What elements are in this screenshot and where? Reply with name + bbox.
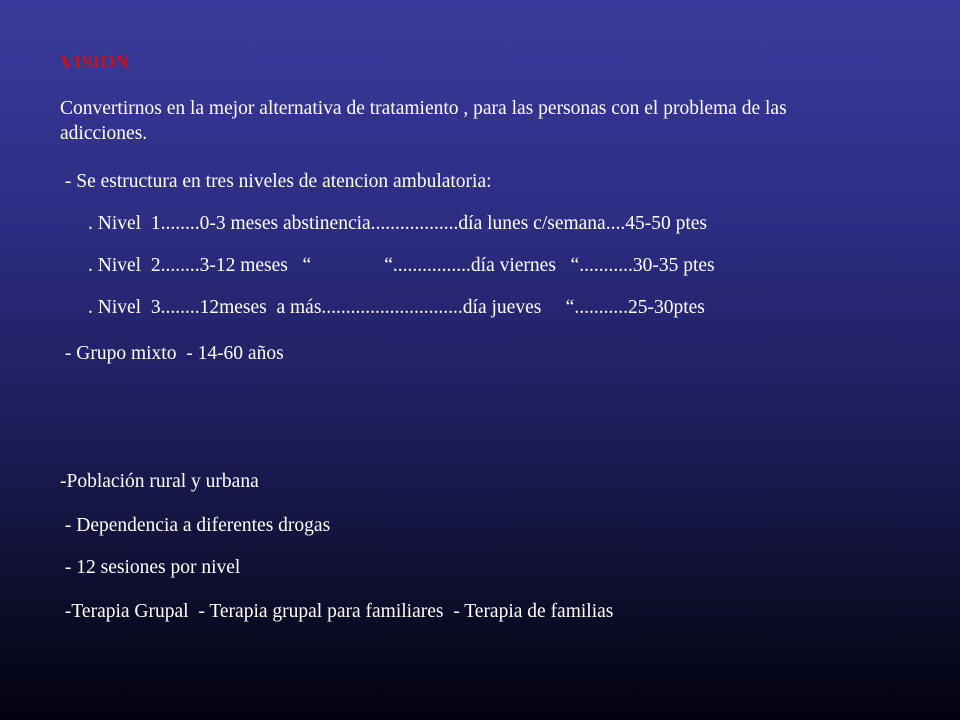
bullet-dependency: - Dependencia a diferentes drogas (60, 515, 331, 536)
slide-title: VISION (60, 52, 130, 73)
level-line-2: . Nivel 2........3-12 meses “ “................día viernes “...........30-35 ptes (88, 255, 715, 276)
mission-paragraph: Convertirnos en la mejor alternativa de tratamiento , para las personas con el problema de las adicciones. (60, 98, 787, 144)
bullet-sessions: - 12 sesiones por nivel (60, 557, 241, 578)
structure-line: - Se estructura en tres niveles de atencion ambulatoria: (60, 171, 492, 192)
level-line-3: . Nivel 3........12meses a más.............................día jueves “...........25-30ptes (88, 297, 705, 318)
group-line: - Grupo mixto - 14-60 años (60, 343, 284, 364)
bullet-therapy: -Terapia Grupal - Terapia grupal para familiares - Terapia de familias (60, 601, 614, 622)
bullet-population: -Población rural y urbana (60, 471, 259, 492)
level-line-1: . Nivel 1........0-3 meses abstinencia..................día lunes c/semana....45-50 ptes (88, 213, 707, 234)
